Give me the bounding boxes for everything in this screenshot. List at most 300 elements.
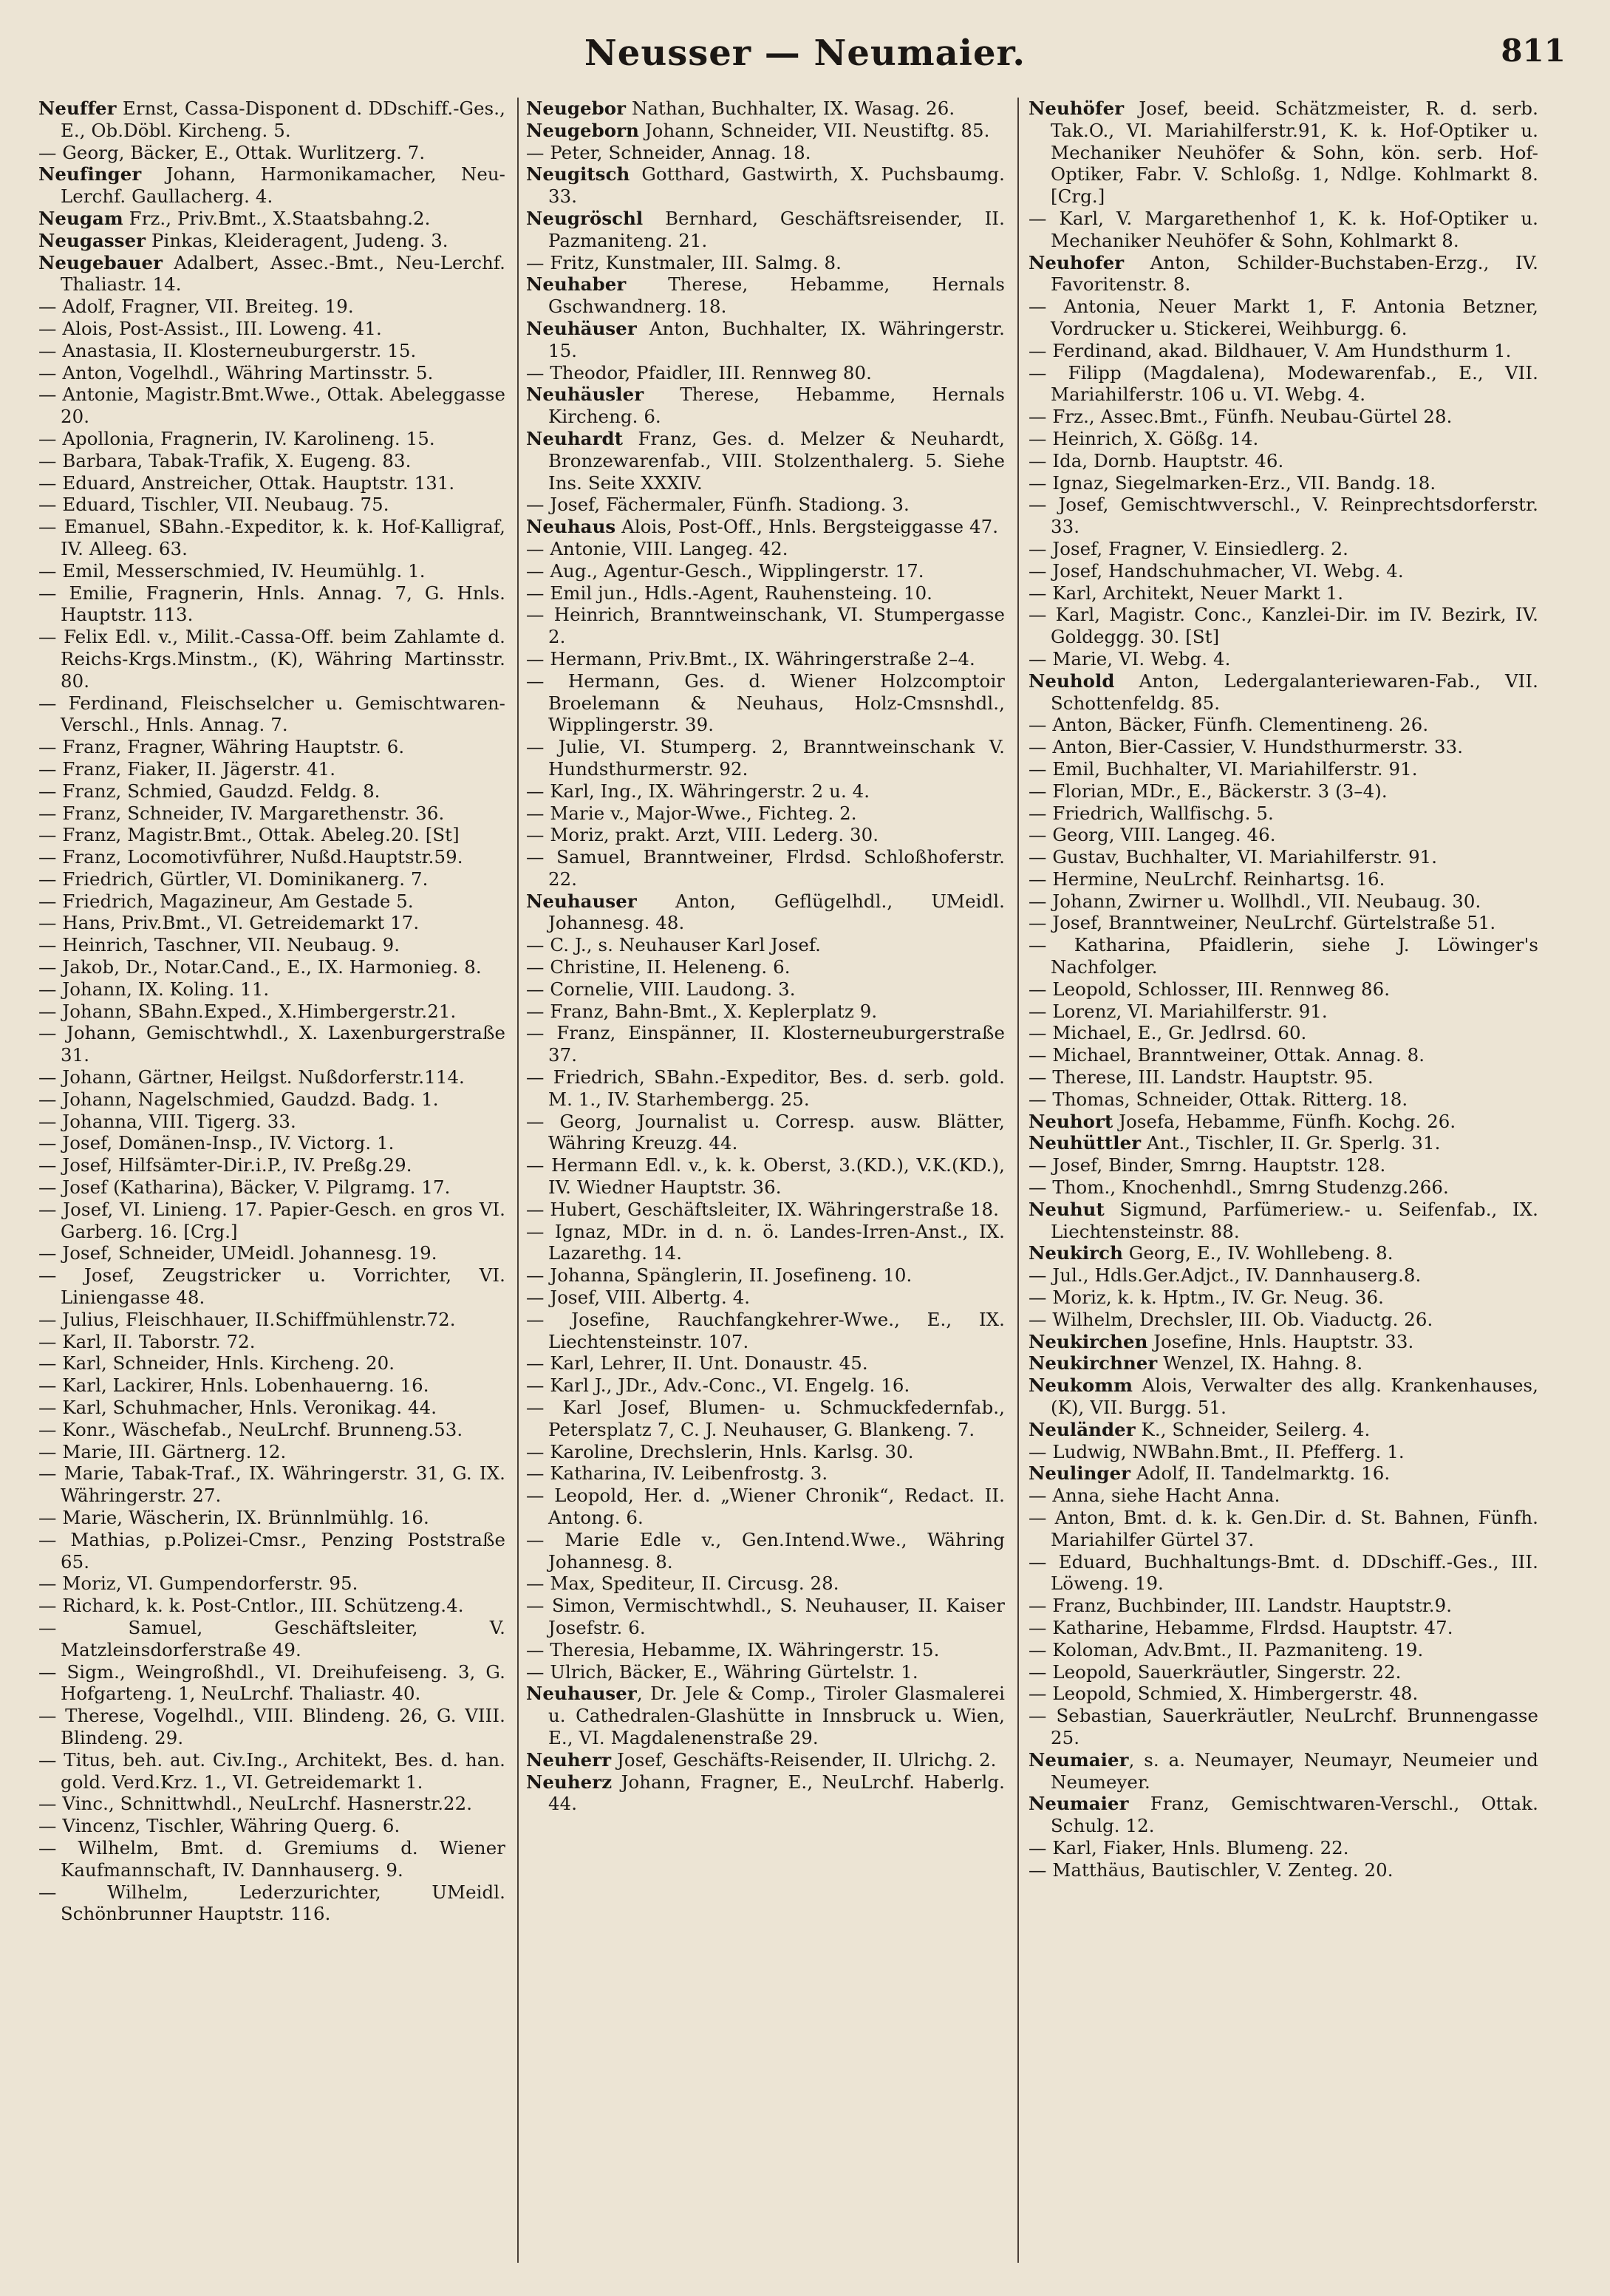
directory-entry — [1029, 1661, 1538, 1683]
entry-surname: Neufinger — [38, 163, 142, 185]
directory-entry — [38, 1022, 505, 1066]
entry-surname: Neuhüttler — [1029, 1132, 1142, 1154]
entry-surname: Neumaier — [1029, 1793, 1129, 1815]
entry-text: — Therese, Vogelhdl., VIII. Blindeng. 26, G. VIII. Blindeng. 29. — [38, 1705, 505, 1748]
directory-entry — [38, 758, 505, 780]
entry-text: — Leopold, Schlosser, III. Rennweg 86. — [1029, 978, 1391, 1000]
directory-entry — [38, 1352, 505, 1374]
directory-entry — [38, 1374, 505, 1397]
directory-entry — [38, 912, 505, 934]
entry-text: — Felix Edl. v., Milit.-Cassa-Off. beim Zahlamte d. Reichs-Krgs.Minstm., (K), Währing Martinsstr. 80. — [38, 626, 505, 692]
directory-entry — [38, 934, 505, 956]
entry-text: — Frz., Assec.Bmt., Fünfh. Neubau-Gürtel 28. — [1029, 406, 1453, 428]
entry-text: — Marie Edle v., Gen.Intend.Wwe., Währing Johannesg. 8. — [526, 1528, 1005, 1573]
entry-text: Johann, Harmonikamacher, Neu-Lerchf. Gaullacherg. 4. — [61, 163, 505, 208]
directory-entry — [38, 1441, 505, 1463]
entry-surname: Neuhofer — [1029, 251, 1125, 273]
directory-entry — [1029, 1462, 1538, 1485]
directory-entry — [526, 1287, 1005, 1309]
directory-entry — [1029, 1859, 1538, 1881]
directory-entry — [38, 340, 505, 362]
directory-entry — [526, 1374, 1005, 1397]
entry-surname: Neugebauer — [38, 251, 163, 273]
directory-entry — [38, 1309, 505, 1331]
entry-text: — Josef, VIII. Albertg. 4. — [526, 1287, 751, 1309]
entry-text: Josef, beeid. Schätzmeister, R. d. serb. Tak.O., VI. Mariahilferstr.91, K. k. Hof-Optiker u. Mechaniker Neuhöfer & Sohn, kön. serb. Hof-Optiker, Fabr. V. Schloßg. 1, Ndlge. Kohlmarkt 8. [Crg.] — [1051, 98, 1538, 208]
entry-text: — Georg, Journalist u. Corresp. ausw. Blätter, Währing Kreuzg. 44. — [526, 1110, 1005, 1154]
directory-entry — [1029, 1837, 1538, 1859]
entry-text: — Katharine, Hebamme, Flrdsd. Hauptstr. 47. — [1029, 1616, 1453, 1638]
directory-entry — [526, 1352, 1005, 1374]
directory-entry — [526, 1683, 1005, 1748]
entry-text: — Fritz, Kunstmaler, III. Salmg. 8. — [526, 251, 842, 273]
directory-entry — [38, 1507, 505, 1529]
entry-text: — Friedrich, Magazineur, Am Gestade 5. — [38, 890, 414, 912]
entry-text: — Friedrich, Gürtler, VI. Dominikanerg. 7. — [38, 868, 429, 890]
entry-text: — Simon, Vermischtwhdl., S. Neuhauser, II. Kaiser Josefstr. 6. — [526, 1595, 1005, 1638]
entry-text: — Leopold, Sauerkräutler, Singerstr. 22. — [1029, 1660, 1402, 1683]
directory-entry — [1029, 1485, 1538, 1507]
entry-text: — Eduard, Tischler, VII. Neubaug. 75. — [38, 494, 389, 516]
entry-text: — Franz, Buchbinder, III. Landstr. Hauptstr.9. — [1029, 1595, 1453, 1617]
entry-text: — Peter, Schneider, Annag. 18. — [526, 141, 811, 163]
entry-surname: Neuhardt — [526, 427, 624, 449]
directory-entry — [38, 1815, 505, 1837]
entry-surname: Neuhauser — [526, 1683, 637, 1705]
directory-entry — [1029, 1595, 1538, 1617]
entry-text: — Leopold, Her. d. „Wiener Chronik“, Redact. II. Antong. 6. — [526, 1485, 1005, 1528]
directory-entry — [38, 142, 505, 164]
entry-text: — Gustav, Buchhalter, VI. Mariahilferstr. 91. — [1029, 846, 1438, 868]
entry-text: — Franz, Schneider, IV. Margarethenstr. 36. — [38, 802, 445, 824]
directory-entry — [526, 604, 1005, 648]
entry-text: — Barbara, Tabak-Trafik, X. Eugeng. 83. — [38, 449, 412, 471]
directory-entry — [1029, 1617, 1538, 1639]
directory-entry — [38, 1705, 505, 1749]
directory-entry — [38, 208, 505, 230]
entry-surname: Neuhut — [1029, 1198, 1105, 1220]
directory-entry — [38, 846, 505, 868]
entry-text: — Johann, Gemischtwhdl., X. Laxenburgerstraße 31. — [38, 1022, 505, 1066]
entry-text: — Wilhelm, Lederzurichter, UMeidl. Schönbrunner Hauptstr. 116. — [38, 1881, 505, 1925]
entry-text: — Heinrich, X. Gößg. 14. — [1029, 427, 1259, 449]
entry-text: — Wilhelm, Drechsler, III. Ob. Viaductg. 26. — [1029, 1308, 1433, 1330]
entry-text: Franz, Gemischtwaren-Verschl., Ottak. Schulg. 12. — [1051, 1793, 1538, 1837]
entry-text: — Franz, Magistr.Bmt., Ottak. Abeleg.20. [St] — [38, 824, 460, 846]
entry-text: Anton, Ledergalanteriewaren-Fab., VII. Schottenfeldg. 85. — [1051, 670, 1538, 714]
entry-text: Georg, E., IV. Wohllebeng. 8. — [1122, 1242, 1394, 1264]
entry-text: K., Schneider, Seilerg. 4. — [1135, 1418, 1371, 1440]
directory-entry — [1029, 912, 1538, 934]
entry-text: — Franz, Fragner, Währing Hauptstr. 6. — [38, 736, 405, 758]
directory-entry — [38, 1176, 505, 1199]
entry-text: — Josef, Branntweiner, NeuLrchf. Gürtelstraße 51. — [1029, 912, 1496, 934]
entry-text: — Emanuel, SBahn.-Expeditor, k. k. Hof-Kalligraf, IV. Alleeg. 63. — [38, 516, 505, 559]
directory-entry — [526, 736, 1005, 780]
directory-entry — [1029, 1132, 1538, 1154]
directory-entry — [526, 648, 1005, 670]
directory-entry — [1029, 252, 1538, 296]
entry-text: , Dr. Jele & Comp., Tiroler Glasmalerei u. Cathedralen-Glashütte in Innsbruck u. Wien, E., VI. Magdalenenstraße 29. — [548, 1683, 1005, 1748]
entry-text: — Thom., Knochenhdl., Smrng Studenzg.266. — [1029, 1176, 1449, 1199]
directory-entry — [1029, 1287, 1538, 1309]
entry-text: Anton, Schilder-Buchstaben-Erzg., IV. Favoritenstr. 8. — [1051, 251, 1538, 296]
directory-entry — [38, 1837, 505, 1881]
directory-entry — [526, 1639, 1005, 1661]
entry-text: — Leopold, Schmied, X. Himbergerstr. 48. — [1029, 1683, 1419, 1705]
directory-entry — [1029, 1331, 1538, 1353]
entry-text: Alois, Verwalter des allg. Krankenhauses, (K), VII. Burgg. 51. — [1051, 1374, 1538, 1419]
directory-entry — [38, 1066, 505, 1089]
directory-entry — [38, 318, 505, 340]
entry-text: — Heinrich, Branntweinschank, VI. Stumpergasse 2. — [526, 604, 1005, 648]
entry-text: — Karl, Schuhmacher, Hnls. Veronikag. 44. — [38, 1397, 437, 1419]
directory-entry — [1029, 758, 1538, 780]
directory-entry — [1029, 560, 1538, 582]
entry-surname: Neugitsch — [526, 163, 630, 185]
directory-entry — [526, 516, 1005, 538]
entry-text: — Josef, VI. Linieng. 17. Papier-Gesch. en gros VI. Garberg. 16. [Crg.] — [38, 1198, 505, 1242]
directory-entry — [1029, 538, 1538, 560]
directory-entry — [38, 1529, 505, 1573]
entry-text: — Katharina, IV. Leibenfrostg. 3. — [526, 1462, 828, 1485]
entry-text: — Michael, Branntweiner, Ottak. Annag. 8. — [1029, 1044, 1425, 1066]
entry-text: — Vincenz, Tischler, Währing Querg. 6. — [38, 1815, 400, 1837]
entry-text: — Filipp (Magdalena), Modewarenfab., E., VII. Mariahilferstr. 106 u. VI. Webg. 4. — [1029, 361, 1538, 406]
entry-text: — Anton, Bmt. d. k. k. Gen.Dir. d. St. Bahnen, Fünfh. Mariahilfer Gürtel 37. — [1029, 1507, 1538, 1550]
entry-surname: Neukomm — [1029, 1374, 1133, 1397]
entry-text: — Anton, Bier-Cassier, V. Hundsthurmerstr. 33. — [1029, 736, 1464, 758]
entry-text: Josef, Geschäfts-Reisender, II. Ulrichg. 2. — [611, 1748, 997, 1771]
entry-text: — Sebastian, Sauerkräutler, NeuLrchf. Brunnengasse 25. — [1029, 1705, 1538, 1748]
entry-text: — Emilie, Fragnerin, Hnls. Annag. 7, G. Hnls. Hauptstr. 113. — [38, 582, 505, 626]
directory-entry — [526, 428, 1005, 494]
entry-surname: Neuhort — [1029, 1110, 1113, 1132]
directory-entry — [526, 934, 1005, 956]
directory-entry — [1029, 472, 1538, 494]
entry-text: — Josef, Fragner, V. Einsiedlerg. 2. — [1029, 537, 1349, 559]
directory-entry — [1029, 1044, 1538, 1066]
entry-text: — Florian, MDr., E., Bäckerstr. 3 (3–4). — [1029, 780, 1388, 802]
entry-surname: Neuhaus — [526, 516, 616, 538]
directory-entry — [38, 780, 505, 803]
entry-text: — Karl, Magistr. Conc., Kanzlei-Dir. im IV. Bezirk, IV. Goldeggg. 30. [St] — [1029, 604, 1538, 648]
directory-entry — [1029, 582, 1538, 604]
entry-text: — Josef, Gemischtwverschl., V. Reinprechtsdorferstr. 33. — [1029, 494, 1538, 538]
entry-text: — Koloman, Adv.Bmt., II. Pazmaniteng. 19. — [1029, 1638, 1424, 1660]
directory-entry — [1029, 1022, 1538, 1044]
entry-text: — Antonia, Neuer Markt 1, F. Antonia Betzner, Vordrucker u. Stickerei, Weihburgg. 6. — [1029, 296, 1538, 339]
directory-entry — [38, 98, 505, 142]
column-2 — [526, 98, 1005, 2270]
entry-text: — Max, Spediteur, II. Circusg. 28. — [526, 1573, 839, 1595]
entry-text: — Moriz, VI. Gumpendorferstr. 95. — [38, 1573, 358, 1595]
entry-surname: Neugasser — [38, 229, 146, 251]
directory-entry — [38, 1199, 505, 1243]
entry-text: — Johann, Nagelschmied, Gaudzd. Badg. 1. — [38, 1088, 439, 1110]
directory-entry — [526, 1397, 1005, 1441]
entry-text: — Friedrich, SBahn.-Expeditor, Bes. d. serb. gold. M. 1., IV. Starhembergg. 25. — [526, 1066, 1005, 1110]
entry-text: — Ludwig, NWBahn.Bmt., II. Pfefferg. 1. — [1029, 1440, 1405, 1462]
entry-text: — Katharina, Pfaidlerin, siehe J. Löwinger's Nachfolger. — [1029, 934, 1538, 978]
entry-surname: Neuhäusler — [526, 384, 644, 406]
entry-text: — Emil jun., Hdls.-Agent, Rauhensteing. 10. — [526, 582, 933, 604]
directory-entry — [38, 1111, 505, 1133]
entry-text: — Josef, Schneider, UMeidl. Johannesg. 19. — [38, 1242, 437, 1264]
directory-entry — [38, 494, 505, 516]
entry-text: Anton, Geflügelhdl., UMeidl. Johannesg. 48. — [548, 890, 1005, 934]
entry-surname: Neuffer — [38, 98, 117, 119]
directory-entry — [526, 670, 1005, 736]
entry-text: — Julius, Fleischhauer, II.Schiffmühlenstr.72. — [38, 1308, 456, 1330]
directory-entry — [1029, 1793, 1538, 1837]
directory-entry — [1029, 1419, 1538, 1441]
entry-surname: Neugebor — [526, 98, 627, 119]
directory-entry — [526, 803, 1005, 825]
entry-text: — Ignaz, MDr. in d. n. ö. Landes-Irren-Anst., IX. Lazarethg. 14. — [526, 1220, 1005, 1264]
directory-entry — [38, 1881, 505, 1926]
directory-entry — [1029, 450, 1538, 472]
directory-entry — [1029, 1199, 1538, 1243]
directory-entry — [38, 1793, 505, 1815]
directory-entry — [526, 1199, 1005, 1221]
directory-entry — [1029, 1639, 1538, 1661]
entry-text: — Lorenz, VI. Mariahilferstr. 91. — [1029, 1000, 1328, 1022]
entry-text: — Theresia, Hebamme, IX. Währingerstr. 15. — [526, 1638, 940, 1660]
entry-text: — Mathias, p.Polizei-Cmsr., Penzing Poststraße 65. — [38, 1528, 505, 1573]
directory-entry — [38, 824, 505, 846]
directory-entry — [1029, 846, 1538, 868]
entry-text: — Johanna, VIII. Tigerg. 33. — [38, 1110, 296, 1132]
directory-entry — [1029, 934, 1538, 978]
directory-entry — [38, 362, 505, 384]
entry-text: Nathan, Buchhalter, IX. Wasag. 26. — [626, 98, 955, 119]
entry-text: Ernst, Cassa-Disponent d. DDschiff.-Ges., E., Ob.Döbl. Kircheng. 5. — [61, 98, 505, 141]
entry-surname: Neuhaber — [526, 273, 627, 296]
directory-entry — [526, 538, 1005, 560]
directory-entry — [526, 273, 1005, 318]
entry-text: — Ignaz, Siegelmarken-Erz., VII. Bandg. 18. — [1029, 471, 1436, 494]
directory-entry — [1029, 340, 1538, 362]
entry-text: — Karl, Lehrer, II. Unt. Donaustr. 45. — [526, 1352, 868, 1374]
directory-entry — [526, 582, 1005, 604]
directory-entry — [1029, 1683, 1538, 1705]
directory-entry — [1029, 406, 1538, 428]
directory-entry — [1029, 780, 1538, 803]
directory-entry — [526, 1573, 1005, 1595]
entry-text: Johann, Fragner, E., NeuLrchf. Haberlg. 44. — [548, 1771, 1005, 1815]
directory-entry — [1029, 1176, 1538, 1199]
entry-text: Adolf, II. Tandelmarktg. 16. — [1130, 1462, 1391, 1485]
entry-text: — Vinc., Schnittwhdl., NeuLrchf. Hasnerstr.22. — [38, 1793, 473, 1815]
entry-text: — Cornelie, VIII. Laudong. 3. — [526, 978, 796, 1000]
entry-text: — Wilhelm, Bmt. d. Gremiums d. Wiener Kaufmannschaft, IV. Dannhauserg. 9. — [38, 1836, 505, 1881]
directory-entry — [1029, 1551, 1538, 1595]
directory-entry — [1029, 1154, 1538, 1176]
entry-text: — Karl, Schneider, Hnls. Kircheng. 20. — [38, 1352, 395, 1374]
entry-surname: Neuherr — [526, 1748, 612, 1771]
entry-surname: Neuhäuser — [526, 317, 637, 339]
entry-surname: Neuherz — [526, 1771, 613, 1793]
page-number: 811 — [1501, 33, 1566, 69]
entry-text: — Karl, Architekt, Neuer Markt 1. — [1029, 582, 1344, 604]
directory-entry — [1029, 1111, 1538, 1133]
directory-entry — [526, 1066, 1005, 1111]
entry-surname: Neugeborn — [526, 119, 639, 141]
directory-entry — [38, 1089, 505, 1111]
column-divider — [1017, 98, 1019, 2263]
directory-entry — [38, 428, 505, 450]
directory-entry — [526, 1154, 1005, 1199]
entry-text: — Ulrich, Bäcker, E., Währing Gürtelstr. 1. — [526, 1660, 918, 1683]
directory-entry — [38, 1242, 505, 1264]
directory-entry — [38, 163, 505, 208]
directory-entry — [38, 803, 505, 825]
entry-text: — Johann, SBahn.Exped., X.Himbergerstr.21. — [38, 1000, 457, 1022]
directory-entry — [1029, 362, 1538, 406]
directory-entry — [526, 362, 1005, 384]
directory-entry — [526, 1661, 1005, 1683]
directory-entry — [1029, 868, 1538, 890]
entry-text: — Therese, III. Landstr. Hauptstr. 95. — [1029, 1066, 1374, 1089]
directory-entry — [1029, 208, 1538, 252]
entry-surname: Neugam — [38, 207, 123, 229]
entry-text: — Ferdinand, Fleischselcher u. Gemischtwaren-Verschl., Hnls. Annag. 7. — [38, 692, 505, 736]
directory-entry — [1029, 1001, 1538, 1023]
directory-entry — [38, 1419, 505, 1441]
entry-text: — Marie, VI. Webg. 4. — [1029, 647, 1231, 670]
directory-entry — [526, 163, 1005, 208]
columns — [38, 98, 1560, 2270]
entry-surname: Neuhold — [1029, 670, 1115, 692]
directory-entry — [526, 846, 1005, 890]
entry-text: — Titus, beh. aut. Civ.Ing., Architekt, Bes. d. han. gold. Verd.Krz. 1., VI. Getreidemarkt 1. — [38, 1748, 505, 1793]
entry-surname: Neukirch — [1029, 1242, 1123, 1264]
entry-surname: Neukirchner — [1029, 1352, 1158, 1374]
entry-text: Frz., Priv.Bmt., X.Staatsbahng.2. — [123, 207, 431, 229]
entry-text: — Karl, Fiaker, Hnls. Blumeng. 22. — [1029, 1836, 1349, 1859]
directory-entry — [1029, 296, 1538, 340]
directory-entry — [38, 1001, 505, 1023]
directory-entry — [1029, 428, 1538, 450]
directory-entry — [526, 1771, 1005, 1816]
directory-entry — [1029, 648, 1538, 670]
directory-entry — [1029, 1352, 1538, 1374]
entry-text: — Christine, II. Heleneng. 6. — [526, 956, 791, 978]
directory-entry — [1029, 890, 1538, 913]
column-3 — [1029, 98, 1538, 2270]
entry-text: — Karl, II. Taborstr. 72. — [38, 1330, 256, 1352]
entry-text: — Josefine, Rauchfangkehrer-Wwe., E., IX. Liechtensteinstr. 107. — [526, 1308, 1005, 1352]
entry-text: — Eduard, Buchhaltungs-Bmt. d. DDschiff.-Ges., III. Löweng. 19. — [1029, 1550, 1538, 1595]
directory-entry — [526, 1022, 1005, 1066]
directory-entry — [1029, 824, 1538, 846]
directory-entry — [1029, 1749, 1538, 1793]
directory-entry — [38, 384, 505, 428]
entry-text: — Karoline, Drechslerin, Hnls. Karlsg. 30. — [526, 1440, 914, 1462]
entry-text: Gotthard, Gastwirth, X. Puchsbaumg. 33. — [548, 163, 1005, 208]
entry-text: — Karl Josef, Blumen- u. Schmuckfedernfab., Petersplatz 7, C. J. Neuhauser, G. Blankeng. 7. — [526, 1397, 1005, 1440]
entry-text: — Karl, V. Margarethenhof 1, K. k. Hof-Optiker u. Mechaniker Neuhöfer & Sohn, Kohlmarkt 8. — [1029, 207, 1538, 251]
directory-entry — [38, 560, 505, 582]
entry-text: — Hermann Edl. v., k. k. Oberst, 3.(KD.), V.K.(KD.), IV. Wiedner Hauptstr. 36. — [526, 1154, 1005, 1199]
directory-entry — [526, 1309, 1005, 1353]
entry-text: — C. J., s. Neuhauser Karl Josef. — [526, 934, 822, 956]
entry-text: — Josef, Handschuhmacher, VI. Webg. 4. — [1029, 559, 1404, 582]
directory-entry — [526, 1441, 1005, 1463]
directory-entry — [38, 472, 505, 494]
directory-entry — [38, 890, 505, 913]
directory-entry — [38, 626, 505, 692]
column-divider — [517, 98, 519, 2263]
entry-text: — Marie, III. Gärtnerg. 12. — [38, 1440, 287, 1462]
entry-text: Therese, Hebamme, Hernals Kircheng. 6. — [548, 384, 1005, 428]
entry-text: — Franz, Einspänner, II. Klosterneuburgerstraße 37. — [526, 1022, 1005, 1066]
directory-entry — [1029, 670, 1538, 715]
entry-text: — Samuel, Geschäftsleiter, V. Matzleinsdorferstraße 49. — [38, 1616, 505, 1660]
entry-text: — Josef, Domänen-Insp., IV. Victorg. 1. — [38, 1132, 395, 1154]
entry-text: — Emil, Messerschmied, IV. Heumühlg. 1. — [38, 559, 426, 582]
directory-entry — [38, 1749, 505, 1793]
directory-entry — [526, 1749, 1005, 1771]
entry-text: Bernhard, Geschäftsreisender, II. Pazmaniteng. 21. — [548, 207, 1005, 251]
directory-entry — [1029, 1089, 1538, 1111]
entry-text: — Matthäus, Bautischler, V. Zenteg. 20. — [1029, 1859, 1394, 1881]
directory-entry — [526, 1529, 1005, 1573]
entry-text: — Josef (Katharina), Bäcker, V. Pilgramg. 17. — [38, 1176, 451, 1199]
directory-entry — [1029, 1264, 1538, 1287]
entry-text: Alois, Post-Off., Hnls. Bergsteiggasse 47. — [615, 516, 999, 538]
entry-text: Wenzel, IX. Hahng. 8. — [1157, 1352, 1363, 1374]
entry-text: — Alois, Post-Assist., III. Loweng. 41. — [38, 317, 382, 339]
entry-text: — Ida, Dornb. Hauptstr. 46. — [1029, 449, 1284, 471]
entry-text: — Johann, Gärtner, Heilgst. Nußdorferstr.114. — [38, 1066, 465, 1089]
directory-entry — [1029, 803, 1538, 825]
directory-entry — [1029, 1066, 1538, 1089]
entry-surname: Neuländer — [1029, 1418, 1136, 1440]
entry-text: — Heinrich, Taschner, VII. Neubaug. 9. — [38, 934, 400, 956]
directory-entry — [38, 978, 505, 1001]
directory-entry — [38, 230, 505, 252]
entry-surname: Neulinger — [1029, 1462, 1131, 1485]
directory-entry — [38, 1595, 505, 1617]
entry-text: — Josef, Zeugstricker u. Vorrichter, VI. Liniengasse 48. — [38, 1264, 505, 1309]
directory-entry — [1029, 1374, 1538, 1419]
directory-entry — [1029, 494, 1538, 538]
entry-text: — Georg, VIII. Langeg. 46. — [1029, 824, 1276, 846]
directory-entry — [526, 208, 1005, 252]
entry-text: Sigmund, Parfümeriew.- u. Seifenfab., IX. Liechtensteinstr. 88. — [1051, 1198, 1538, 1242]
entry-text: — Marie v., Major-Wwe., Fichteg. 2. — [526, 802, 857, 824]
entry-text: — Johann, Zwirner u. Wollhdl., VII. Neubaug. 30. — [1029, 890, 1481, 912]
directory-entry — [526, 252, 1005, 274]
directory-entry — [1029, 1441, 1538, 1463]
entry-text: — Moriz, prakt. Arzt, VIII. Lederg. 30. — [526, 824, 879, 846]
entry-text: — Adolf, Fragner, VII. Breiteg. 19. — [38, 296, 354, 318]
entry-text: — Moriz, k. k. Hptm., IV. Gr. Neug. 36. — [1029, 1287, 1385, 1309]
directory-entry — [526, 956, 1005, 978]
directory-entry — [38, 1661, 505, 1706]
page-title: Neusser — Neumaier. — [584, 33, 1026, 74]
entry-text: — Josef, Fächermaler, Fünfh. Stadiong. 3. — [526, 494, 910, 516]
directory-entry — [526, 384, 1005, 428]
directory-entry — [526, 318, 1005, 362]
directory-entry — [38, 252, 505, 296]
entry-text: — Konr., Wäschefab., NeuLrchf. Brunneng.53. — [38, 1418, 463, 1440]
directory-entry — [38, 692, 505, 737]
entry-text: — Friedrich, Wallfischg. 5. — [1029, 802, 1274, 824]
entry-text: — Emil, Buchhalter, VI. Mariahilferstr. 91. — [1029, 757, 1418, 780]
